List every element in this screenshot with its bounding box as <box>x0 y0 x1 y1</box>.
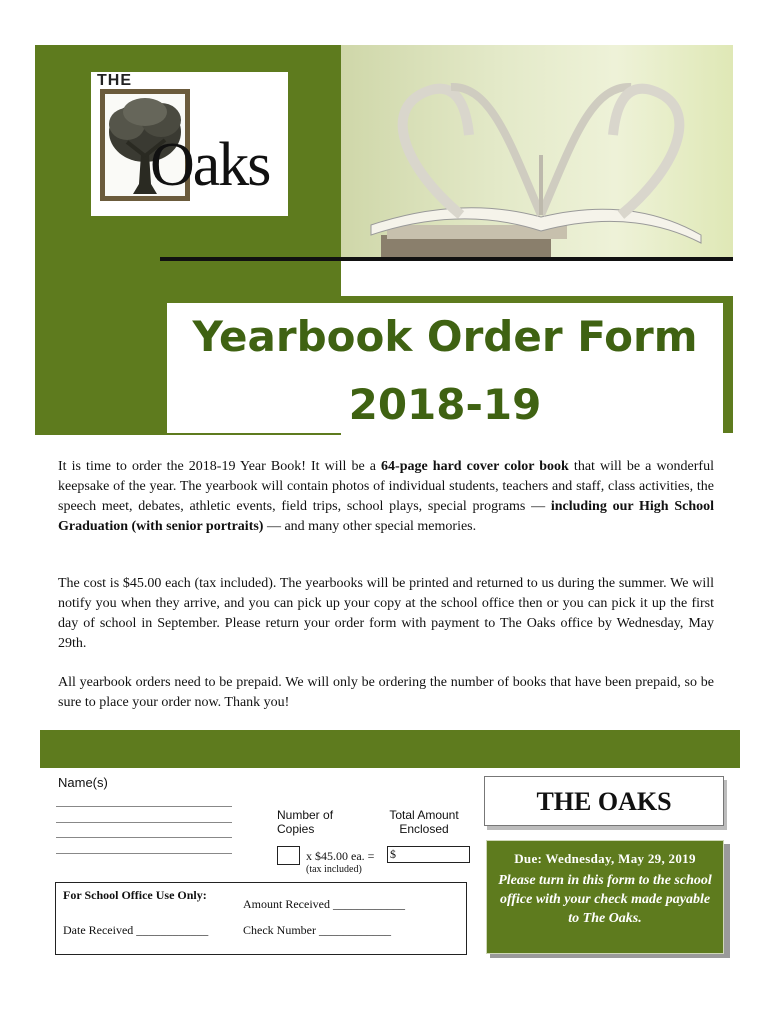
price-text: x $45.00 ea. = <box>306 849 375 863</box>
date-received-field: Date Received ____________ <box>63 923 209 937</box>
dollar-sign: $ <box>390 847 396 861</box>
open-book-icon <box>341 45 733 259</box>
cost-paragraph: The cost is $45.00 each (tax included). The yearbooks will be printed and returned to us during the summer. We will notify you when they arrive, and you can pick up your copy at the school office then or you can pick it up the first day of school in September. Please return your order form with payment to The Oaks office by Wednesday, May 29th. <box>58 576 714 651</box>
name-input-line[interactable] <box>56 806 232 807</box>
divider-band <box>40 730 740 768</box>
due-date-box <box>486 840 724 954</box>
book-spec: 64-page hard cover color book <box>381 459 569 474</box>
page-title: Yearbook Order Form <box>192 312 698 361</box>
office-use-title: For School Office Use Only: <box>63 888 207 902</box>
copies-label: Number of Copies <box>277 808 334 836</box>
name-input-line[interactable] <box>56 853 232 854</box>
name-input-line[interactable] <box>56 837 232 838</box>
logo-the-text: THE <box>97 72 132 89</box>
return-instructions: Please turn in this form to the school office with your check made payable to The Oaks. <box>498 873 712 926</box>
page-title-year: 2018-19 <box>348 380 542 429</box>
amount-received-field: Amount Received ____________ <box>243 897 405 911</box>
tax-note: (tax included) <box>306 864 362 875</box>
header-rule <box>160 257 733 261</box>
name-input-line[interactable] <box>56 822 232 823</box>
prepaid-paragraph: All yearbook orders need to be prepaid. We will only be ordering the number of books that have been prepaid, so be sure to place your order now. Thank you! <box>58 675 714 710</box>
check-number-field: Check Number ____________ <box>243 923 391 937</box>
names-label: Name(s) <box>58 775 108 790</box>
copies-input[interactable] <box>277 846 300 865</box>
logo-oaks-text: Oaks <box>150 131 270 199</box>
due-date: Due: Wednesday, May 29, 2019 <box>514 851 696 866</box>
intro-paragraph: It is time to order the 2018-19 Year Book! It will be a 64-page hard cover color book that will be a wonderful keepsake of the year. The yearbook will contain photos of individual students, teachers and staff, class activities, the speech meet, debates, athletic events, field trips, school plays, special programs — including our High School Graduation (with senior portraits) — and many other special memories. <box>58 459 714 534</box>
book-heart-photo <box>341 45 733 259</box>
graduation-note: including our High School Graduation (with senior portraits) <box>58 499 714 534</box>
school-name-box: THE OAKS <box>484 776 724 826</box>
total-label: Total Amount Enclosed <box>389 808 459 836</box>
total-input[interactable] <box>387 846 470 863</box>
